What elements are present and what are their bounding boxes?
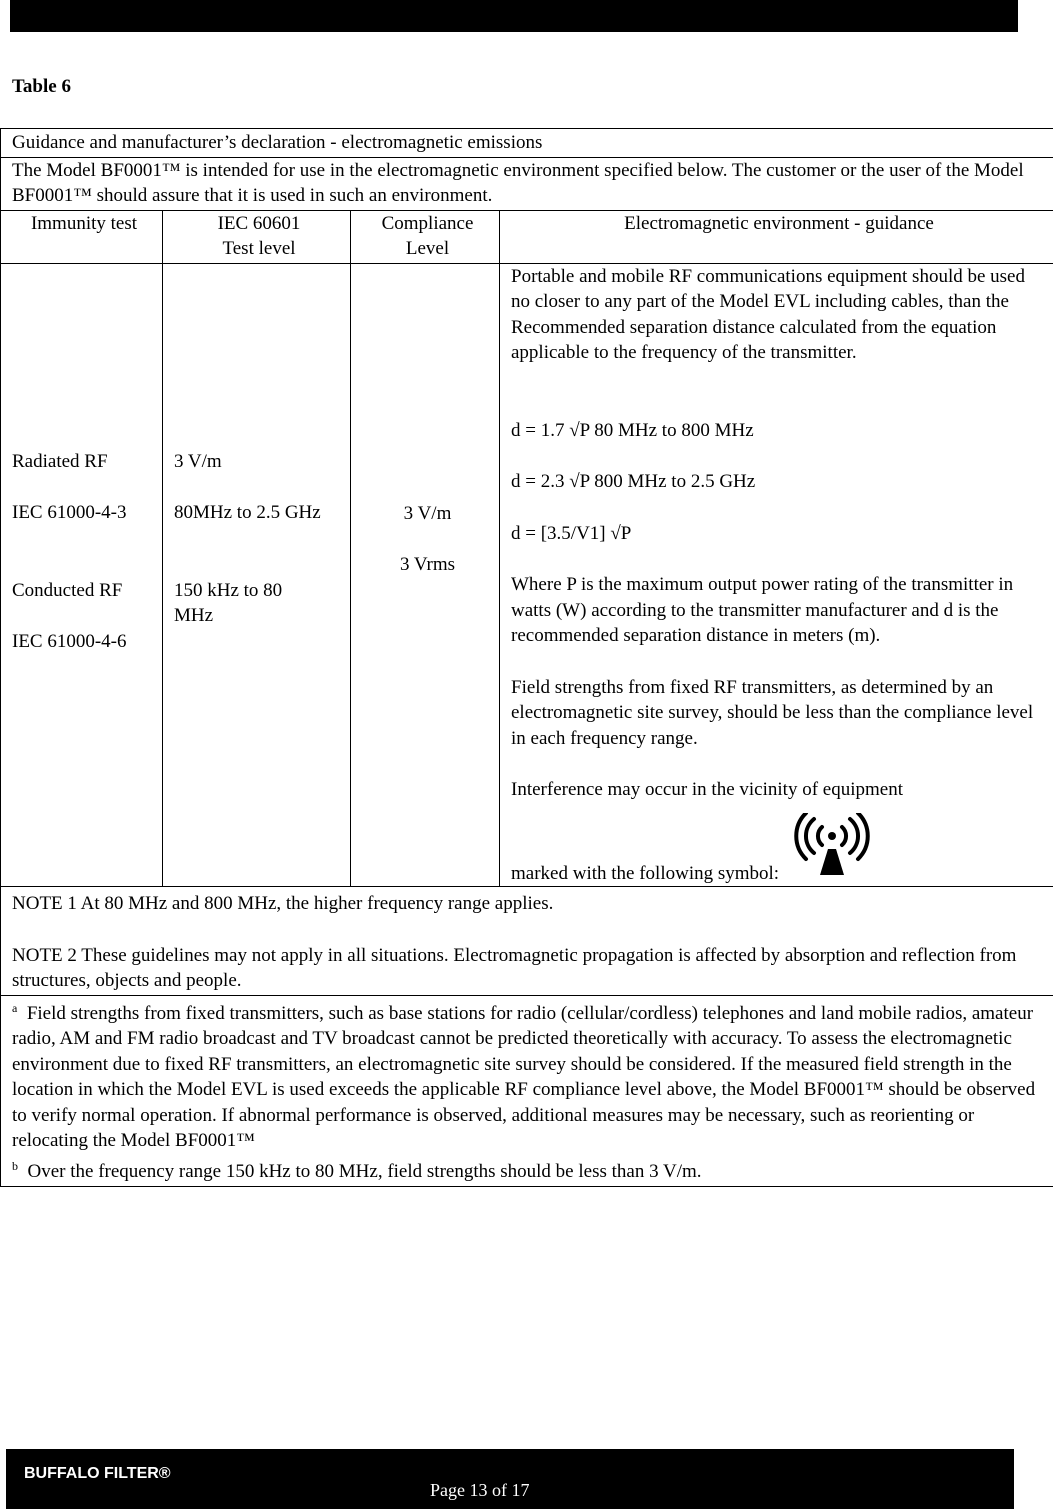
note-1: NOTE 1 At 80 MHz and 800 MHz, the higher frequency range applies. — [12, 893, 554, 914]
column-label: Test level — [222, 238, 296, 259]
column-label: Level — [405, 238, 450, 259]
table-heading: Guidance and manufacturer’s declaration - electromagnetic emissions — [1, 129, 1053, 158]
column-label: Immunity test — [30, 212, 138, 234]
separation-equation: d = 1.7 √P 80 MHz to 800 MHz — [511, 419, 754, 441]
guidance-cell — [500, 263, 1053, 887]
notes-cell — [1, 887, 1053, 996]
non-ionizing-radiation-icon — [792, 813, 872, 887]
separation-equation: d = [3.5/V1] √P — [511, 522, 632, 544]
note-2: NOTE 2 These guidelines may not apply in all situations. Electromagnetic propagation is affected by absorption and reflection from structures, objects and people. — [12, 944, 1017, 991]
column-header-test-level — [163, 210, 351, 263]
footnote-text: Over the frequency range 150 kHz to 80 MHz, field strengths should be less than 3 V/m. — [27, 1160, 702, 1182]
guidance-paragraph: Where P is the maximum output power rating of the transmitter in watts (W) according to the transmitter manufacturer and d is the recommended separation distance in meters (m). — [511, 574, 1014, 646]
guidance-paragraph: Field strengths from fixed RF transmitters, as determined by an electromagnetic site survey, should be less than the compliance level in each frequency range. — [511, 676, 1034, 749]
page-number: Page 13 of 17 — [430, 1480, 530, 1500]
test-level-cell — [163, 263, 351, 887]
footnote-b — [12, 1154, 1047, 1185]
footnote-marker: a — [12, 1000, 18, 1015]
table-title: Table 6 — [12, 76, 71, 97]
header-bar — [10, 0, 1018, 32]
column-label: Compliance — [381, 212, 474, 234]
compliance-level-item: 3 V/m — [403, 502, 452, 524]
brand-name: BUFFALO FILTER® — [24, 1465, 171, 1482]
test-level-item: 150 kHz to 80 MHz — [174, 579, 283, 626]
column-label: IEC 60601 — [217, 212, 301, 234]
column-header-compliance-level — [351, 210, 500, 263]
separation-equation: d = 2.3 √P 800 MHz to 2.5 GHz — [511, 471, 756, 492]
immunity-test-item: IEC 61000-4-6 — [12, 631, 127, 652]
compliance-level-cell — [351, 263, 500, 887]
guidance-paragraph: Portable and mobile RF communications equipment should be used no closer to any part of the Model EVL including cables, than the Recommended separation distance calculated from the equation applicable to the frequency of the transmitter. — [511, 265, 1025, 363]
footnote-text: Field strengths from fixed transmitters, such as base stations for radio (cellular/cordless) telephones and land mobile radios, amateur radio, AM and FM radio broadcast and TV broadcast cannot be predicted theoretically with accuracy. To assess the electromagnetic environment due to fixed RF transmitters, an electromagnetic site survey should be considered. If the measured field strength in the location in which the Model EVL is used exceeds the applicable RF compliance level above, the Model BF0001™ should be observed to verify normal operation. If abnormal performance is observed, additional measures may be necessary, such as reorienting or relocating the Model BF0001™ — [12, 1002, 1036, 1151]
emc-immunity-table — [0, 128, 1053, 1187]
footnote-a — [12, 996, 1047, 1154]
test-level-item: 3 V/m — [174, 450, 222, 472]
symbol-line — [511, 813, 1047, 887]
immunity-test-cell — [1, 263, 163, 887]
immunity-test-item: IEC 61000-4-3 — [12, 502, 127, 523]
immunity-test-item: Radiated RF — [12, 450, 108, 472]
column-header-immunity-test — [1, 210, 163, 263]
column-header-guidance — [500, 210, 1053, 263]
guidance-paragraph: marked with the following symbol: — [511, 862, 780, 884]
footnotes-cell — [1, 995, 1053, 1187]
guidance-paragraph: Interference may occur in the vicinity of equipment — [511, 779, 903, 800]
column-label: Electromagnetic environment - guidance — [624, 212, 934, 234]
table-intro: The Model BF0001™ is intended for use in the electromagnetic environment specified below. The customer or the user of the Model BF0001™ should assure that it is used in such an environment. — [1, 157, 1053, 210]
immunity-test-item: Conducted RF — [12, 579, 123, 601]
test-level-item: 80MHz to 2.5 GHz — [174, 502, 321, 523]
footnote-marker: b — [12, 1158, 18, 1173]
compliance-level-item: 3 Vrms — [400, 554, 455, 575]
